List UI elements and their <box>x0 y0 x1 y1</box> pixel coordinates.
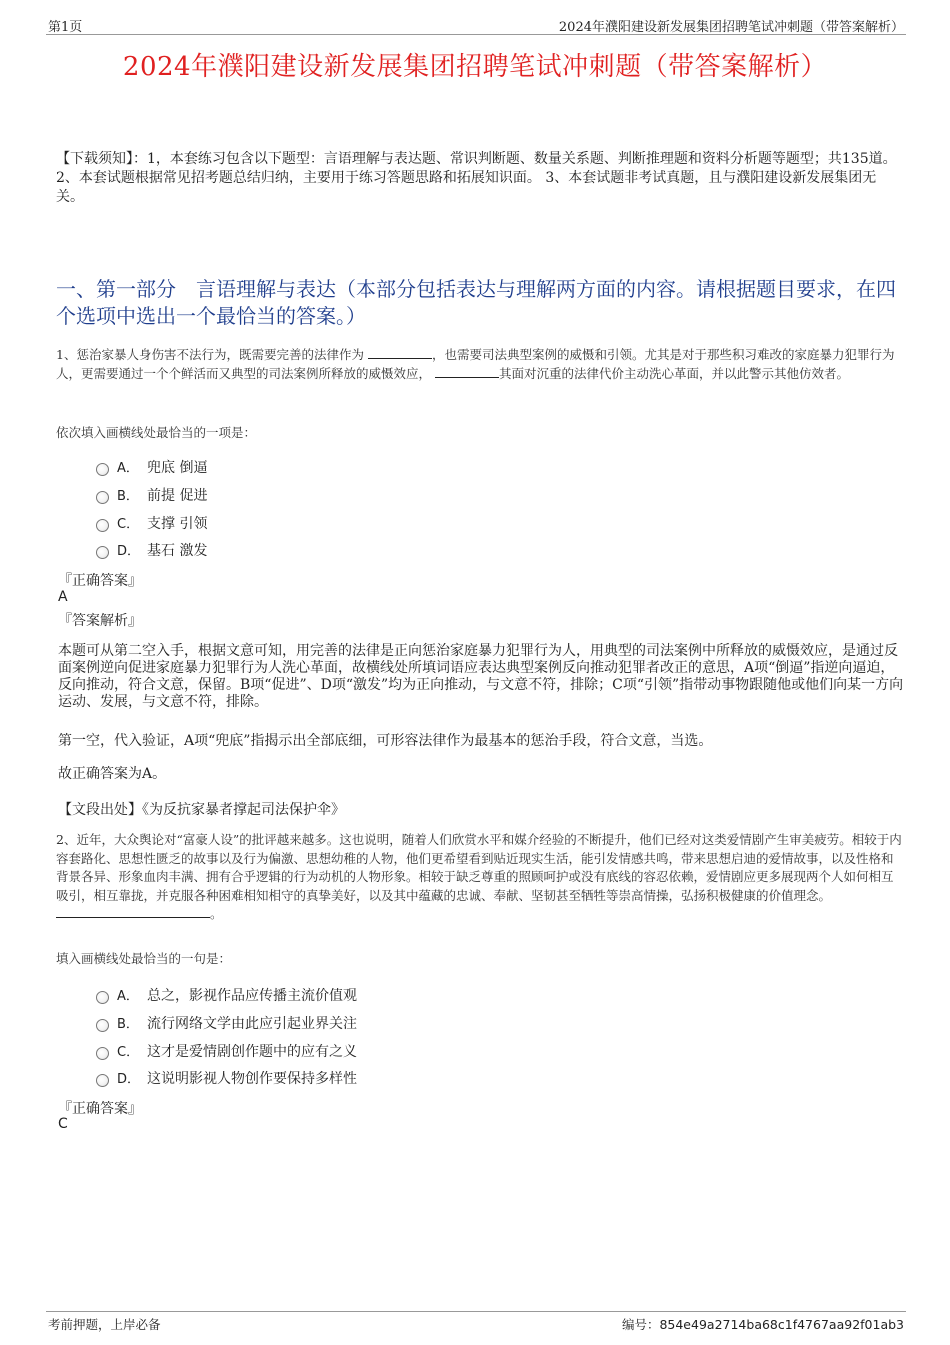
radio-icon[interactable] <box>96 1047 109 1060</box>
option-text: 总之，影视作品应传播主流价值观 <box>147 988 357 1004</box>
question-2-option-d[interactable] <box>96 1068 357 1088</box>
option-text: 支撑 引领 <box>147 516 208 532</box>
question-1-option-d[interactable] <box>96 540 207 560</box>
option-letter: C． <box>117 517 140 532</box>
option-letter: B． <box>117 489 139 504</box>
question-1-blank-1 <box>368 346 432 359</box>
question-2-option-b[interactable] <box>96 1013 357 1033</box>
option-text: 这说明影视人物创作要保持多样性 <box>147 1071 357 1087</box>
option-letter: D． <box>117 1072 141 1087</box>
question-2-text-end: 。 <box>210 906 223 921</box>
radio-icon[interactable] <box>96 546 109 559</box>
footer-slogan: 考前押题，上岸必备 <box>48 1317 161 1332</box>
question-2-blank <box>56 905 210 918</box>
question-2-text <box>56 831 902 924</box>
question-2-option-c[interactable] <box>96 1041 357 1061</box>
download-notice: 【下载须知】：1，本套练习包含以下题型：言语理解与表达题、常识判断题、数量关系题、判断推理题和资料分析题等题型；共135道。 2、本套试题根据常见招考题总结归纳，主要用于练习答题思路和拓展知识面。 3、本套试题非考试真题，且与濮阳建设新发展集团无关。 <box>56 151 897 205</box>
option-letter: C． <box>117 1045 140 1060</box>
footer-divider <box>46 1311 906 1312</box>
question-2-prompt: 填入画横线处最恰当的一句是： <box>56 951 232 966</box>
option-letter: D． <box>117 544 141 559</box>
question-2-text-a: 2、近年，大众舆论对“富豪人设”的批评越来越多。这也说明，随着人们欣赏水平和媒介经验的不断提升，他们已经对这类爱情剧产生审美疲劳。相较于内容套路化、思想性匮乏的故事以及行为偏激、思想幼稚的人物，他们更希望看到贴近现实生活，能引发情感共鸣，带来思想启迪的爱情故事，以及性格和背景各异、形象血肉丰满、拥有合乎逻辑的行为动机的人物形象。相较于缺乏尊重的照顾呵护或没有底线的容忍依赖，爱情剧应更多展现两个人如何相互吸引，相互靠拢，并克服各种困难相知相守的真挚美好，以及其中蕴藏的忠诚、奉献、坚韧甚至牺牲等崇高情操，弘扬积极健康的价值理念。 <box>56 832 902 903</box>
section-heading: 一、第一部分 言语理解与表达（本部分包括表达与理解两方面的内容。请根据题目要求，在四个选项中选出一个最恰当的答案。） <box>56 277 896 328</box>
header-divider <box>46 34 906 35</box>
question-1-option-c[interactable] <box>96 513 207 533</box>
radio-icon[interactable] <box>96 1019 109 1032</box>
question-1-analysis-3: 故正确答案为A。 <box>58 766 167 782</box>
radio-icon[interactable] <box>96 1074 109 1087</box>
question-1-answer-label: 『正确答案』 <box>58 573 142 589</box>
question-1-source: 【文段出处】《为反抗家暴者撑起司法保护伞》 <box>58 802 345 818</box>
option-text: 前提 促进 <box>147 488 208 504</box>
question-1-text-c: 其面对沉重的法律代价主动洗心革面，并以此警示其他仿效者。 <box>499 365 850 381</box>
option-letter: A． <box>117 989 139 1004</box>
question-1-analysis-1: 本题可从第二空入手，根据文意可知，用完善的法律是正向惩治家庭暴力犯罪行为人，用典型的司法案例中所释放的威慑效应，是通过反面案例逆向促进家庭暴力犯罪行为人洗心革面，故横线处所填词语应表达典型案例反向推动犯罪者改正的意思，A项“倒逼”指逆向逼迫，反向推动，符合文意，保留。B项“促进”、D项“激发”均为正向推动，与文意不符，排除；C项“引领”指带动事物跟随他或他们向某一方向运动、发展，与文意不符，排除。 <box>58 643 904 710</box>
question-2-answer: C <box>58 1116 68 1132</box>
option-text: 基石 激发 <box>147 543 208 559</box>
option-letter: B． <box>117 1017 139 1032</box>
question-1-option-b[interactable] <box>96 485 207 505</box>
page-title: 2024年濮阳建设新发展集团招聘笔试冲刺题（带答案解析） <box>122 52 828 82</box>
option-text: 流行网络文学由此应引起业界关注 <box>147 1016 357 1032</box>
question-1-prompt: 依次填入画横线处最恰当的一项是： <box>56 425 257 440</box>
header-doc-title: 2024年濮阳建设新发展集团招聘笔试冲刺题（带答案解析） <box>558 20 904 35</box>
radio-icon[interactable] <box>96 991 109 1004</box>
question-1-blank-2 <box>435 365 499 378</box>
question-1-text-a: 1、惩治家暴人身伤害不法行为，既需要完善的法律作为 <box>56 347 364 362</box>
question-1-analysis-2: 第一空，代入验证，A项“兜底”指揭示出全部底细，可形容法律作为最基本的惩治手段，符合文意，当选。 <box>58 733 713 749</box>
radio-icon[interactable] <box>96 491 109 504</box>
radio-icon[interactable] <box>96 463 109 476</box>
footer-code-label: 编号： <box>621 1317 660 1332</box>
option-text: 兜底 倒逼 <box>147 460 208 476</box>
question-2-option-a[interactable] <box>96 985 357 1005</box>
question-1-answer: A <box>58 589 68 605</box>
option-letter: A． <box>117 461 139 476</box>
footer-code <box>622 1315 904 1333</box>
footer-code-value: 854e49a2714ba68c1f4767aa92f01ab3 <box>659 1317 904 1332</box>
question-1-text-b: ，也需要司法典型案例的威慑和引领。尤其是对于那些积习难改的家庭暴力犯罪行为人，更需要通过一个个鲜活而又典型的司法案例所释放的威慑效应， <box>56 347 895 381</box>
option-text: 这才是爱情剧创作题中的应有之义 <box>147 1044 357 1060</box>
question-2-answer-label: 『正确答案』 <box>58 1101 142 1117</box>
page-number: 第1页 <box>48 20 83 35</box>
radio-icon[interactable] <box>96 519 109 532</box>
question-1-analysis-label: 『答案解析』 <box>58 613 142 629</box>
question-1-text <box>56 346 902 383</box>
question-1-option-a[interactable] <box>96 457 207 477</box>
